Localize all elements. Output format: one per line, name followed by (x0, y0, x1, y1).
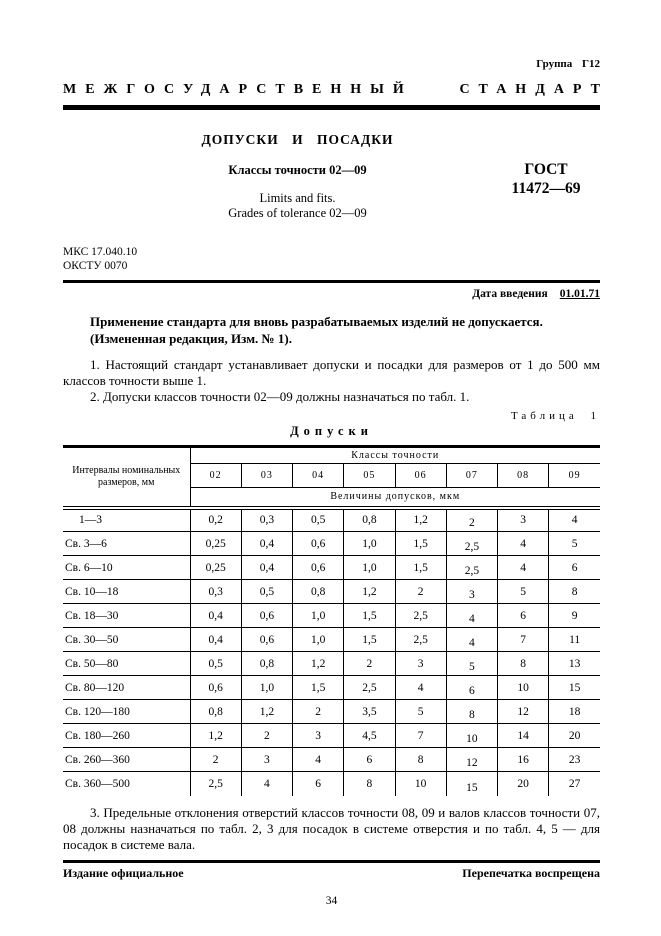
tolerance-value-cell: 0,8 (241, 652, 292, 676)
classification-codes (63, 245, 600, 273)
tolerance-value-cell: 11 (549, 628, 600, 652)
tolerance-value-cell: 1,5 (293, 676, 344, 700)
okstu-code: ОКСТУ 0070 (63, 260, 128, 272)
interval-cell: Св. 3—6 (63, 532, 190, 556)
tolerance-value-cell: 2 (190, 748, 241, 772)
tolerance-value-cell: 1,2 (344, 580, 395, 604)
class-header: 05 (344, 464, 395, 488)
tolerance-value-cell: 0,3 (190, 580, 241, 604)
tolerance-value-cell: 5 (549, 532, 600, 556)
tolerance-value-cell: 0,8 (190, 700, 241, 724)
tolerance-value-cell: 0,6 (241, 628, 292, 652)
header-rule (63, 105, 600, 110)
class-header: 04 (293, 464, 344, 488)
footer-rule (63, 860, 600, 863)
tolerance-value-cell: 5 (498, 580, 549, 604)
document-subtitle: Классы точности 02—09 (228, 163, 367, 177)
title-en-line2: Grades of tolerance 02—09 (228, 206, 367, 220)
tolerance-value-cell: 15 (549, 676, 600, 700)
class-header: 07 (446, 464, 497, 488)
tolerance-value-cell: 0,8 (344, 508, 395, 532)
clause-2: 2. Допуски классов точности 02—09 должны назначаться по табл. 1. (90, 389, 470, 404)
designation-gost: ГОСТ (524, 161, 568, 178)
tolerance-value-cell: 3 (293, 724, 344, 748)
tolerance-value-cell: 1,2 (395, 508, 446, 532)
tolerance-value-cell: 2 (446, 508, 497, 532)
tolerance-value-cell: 4,5 (344, 724, 395, 748)
table-row (63, 748, 600, 772)
tolerance-value-cell: 3 (395, 652, 446, 676)
tolerance-value-cell: 0,6 (190, 676, 241, 700)
table-row (63, 508, 600, 532)
tolerance-table (63, 445, 600, 796)
tolerance-value-cell: 4 (395, 676, 446, 700)
tolerance-value-cell: 6 (293, 772, 344, 796)
class-header: 06 (395, 464, 446, 488)
tolerance-value-cell: 3,5 (344, 700, 395, 724)
tolerance-value-cell: 4 (446, 628, 497, 652)
interval-cell: Св. 120—180 (63, 700, 190, 724)
tolerance-value-cell: 23 (549, 748, 600, 772)
tolerance-value-cell: 4 (549, 508, 600, 532)
tolerance-value-cell: 7 (498, 628, 549, 652)
class-header: 08 (498, 464, 549, 488)
tolerance-value-cell: 9 (549, 604, 600, 628)
restriction-note (63, 313, 600, 347)
table-row (63, 676, 600, 700)
table-title: Допуски (290, 424, 373, 438)
tolerance-value-cell: 2,5 (395, 604, 446, 628)
column-group-header: Классы точности (190, 447, 600, 464)
class-header: 09 (549, 464, 600, 488)
tolerance-value-cell: 0,6 (293, 556, 344, 580)
tolerance-value-cell: 2 (293, 700, 344, 724)
footer (63, 866, 600, 881)
tolerance-value-cell: 4 (498, 556, 549, 580)
tolerance-value-cell: 3 (446, 580, 497, 604)
tolerance-value-cell: 10 (498, 676, 549, 700)
document-title: ДОПУСКИ И ПОСАДКИ (201, 132, 394, 147)
table-header (63, 447, 600, 508)
table-row (63, 772, 600, 796)
tolerance-value-cell: 12 (498, 700, 549, 724)
tolerance-value-cell: 2 (395, 580, 446, 604)
tolerance-value-cell: 14 (498, 724, 549, 748)
tolerance-value-cell: 0,3 (241, 508, 292, 532)
tolerance-value-cell: 6 (344, 748, 395, 772)
tolerance-value-cell: 0,4 (190, 604, 241, 628)
tolerance-value-cell: 10 (395, 772, 446, 796)
tolerance-value-cell: 7 (395, 724, 446, 748)
tolerance-value-cell: 2 (241, 724, 292, 748)
restriction-line2: (Измененная редакция, Изм. № 1). (90, 331, 292, 346)
clause-3: 3. Предельные отклонения отверстий классов точности 08, 09 и валов классов точности 07, 08 должны назначаться по табл. 2, 3 для посадок в системе отверстия и по табл. 4, 5 — для посадок в системе вала. (63, 804, 600, 852)
tolerance-value-cell: 1,0 (344, 556, 395, 580)
date-value: 01.01.71 (559, 288, 600, 300)
row-header-cell: Интервалы номинальных размеров, мм (63, 447, 190, 508)
tolerance-value-cell: 8 (395, 748, 446, 772)
standard-type-heading (63, 82, 609, 98)
tolerance-value-cell: 16 (498, 748, 549, 772)
table-row (63, 700, 600, 724)
table-row (63, 628, 600, 652)
tolerance-value-cell: 4 (241, 772, 292, 796)
tolerance-value-cell: 0,5 (241, 580, 292, 604)
tolerance-value-cell: 5 (446, 652, 497, 676)
tolerance-value-cell: 6 (446, 676, 497, 700)
interval-cell: 1—3 (63, 508, 190, 532)
tolerance-value-cell: 0,8 (293, 580, 344, 604)
tolerance-value-cell: 0,5 (293, 508, 344, 532)
tolerance-value-cell: 2,5 (395, 628, 446, 652)
tolerance-value-cell: 4 (293, 748, 344, 772)
mks-code: МКС 17.040.10 (63, 246, 138, 258)
interval-cell: Св. 6—10 (63, 556, 190, 580)
standard-type-word-1: МЕЖГОСУДАРСТВЕННЫЙ (63, 82, 413, 97)
tolerance-value-cell: 0,6 (293, 532, 344, 556)
tolerance-value-cell: 1,2 (190, 724, 241, 748)
tolerance-value-cell: 8 (446, 700, 497, 724)
table-row (63, 604, 600, 628)
tolerance-value-cell: 1,0 (241, 676, 292, 700)
tolerance-value-cell: 6 (549, 556, 600, 580)
tolerance-value-cell: 1,5 (344, 604, 395, 628)
tolerance-value-cell: 0,6 (241, 604, 292, 628)
tolerance-value-cell: 1,2 (293, 652, 344, 676)
tolerance-value-cell: 5 (395, 700, 446, 724)
interval-cell: Св. 180—260 (63, 724, 190, 748)
table-row (63, 556, 600, 580)
tolerance-value-cell: 2,5 (190, 772, 241, 796)
tolerance-value-cell: 1,5 (344, 628, 395, 652)
tolerance-value-cell: 0,4 (241, 556, 292, 580)
tolerance-value-cell: 1,5 (395, 532, 446, 556)
tolerance-value-cell: 15 (446, 772, 497, 796)
tolerance-value-cell: 20 (549, 724, 600, 748)
table-row (63, 724, 600, 748)
restriction-line1: Применение стандарта для вновь разрабатываемых изделий не допускается. (90, 314, 543, 329)
tolerance-value-cell: 1,2 (241, 700, 292, 724)
interval-cell: Св. 260—360 (63, 748, 190, 772)
interval-cell: Св. 10—18 (63, 580, 190, 604)
table-row (63, 580, 600, 604)
group-label: Группа Г12 (536, 58, 600, 70)
tolerance-value-cell: 1,0 (293, 628, 344, 652)
table-row (63, 532, 600, 556)
tolerance-value-cell: 0,4 (190, 628, 241, 652)
interval-cell: Св. 18—30 (63, 604, 190, 628)
interval-cell: Св. 360—500 (63, 772, 190, 796)
interval-cell: Св. 30—50 (63, 628, 190, 652)
tolerance-value-cell: 18 (549, 700, 600, 724)
reprint-prohibited-label: Перепечатка воспрещена (462, 865, 600, 880)
table-row (63, 652, 600, 676)
tolerance-value-cell: 8 (549, 580, 600, 604)
section-rule (63, 280, 600, 283)
clause-1: 1. Настоящий стандарт устанавливает допуски и посадки для размеров от 1 до 500 мм классов точности выше 1. (63, 357, 600, 388)
tolerance-value-cell: 3 (498, 508, 549, 532)
tolerance-value-cell: 2,5 (344, 676, 395, 700)
tolerance-value-cell: 1,0 (344, 532, 395, 556)
tolerance-value-cell: 4 (498, 532, 549, 556)
standard-type-word-2: СТАНДАРТ (459, 82, 609, 97)
interval-cell: Св. 50—80 (63, 652, 190, 676)
tolerance-value-cell: 10 (446, 724, 497, 748)
class-header: 02 (190, 464, 241, 488)
tolerance-value-cell: 13 (549, 652, 600, 676)
tolerance-value-cell: 0,4 (241, 532, 292, 556)
tolerance-value-cell: 8 (498, 652, 549, 676)
interval-cell: Св. 80—120 (63, 676, 190, 700)
tolerance-value-cell: 1,5 (395, 556, 446, 580)
table-caption: Таблица 1 (510, 410, 600, 422)
tolerance-value-cell: 0,25 (190, 556, 241, 580)
tolerance-value-cell: 0,5 (190, 652, 241, 676)
official-edition-label: Издание официальное (63, 865, 184, 880)
tolerance-value-cell: 4 (446, 604, 497, 628)
unit-header: Величины допусков, мкм (190, 488, 600, 508)
tolerance-value-cell: 1,0 (293, 604, 344, 628)
page-number: 34 (325, 894, 338, 907)
tolerance-value-cell: 0,25 (190, 532, 241, 556)
designation-number: 11472—69 (511, 180, 581, 197)
tolerance-value-cell: 2,5 (446, 556, 497, 580)
tolerance-value-cell: 27 (549, 772, 600, 796)
title-en-line1: Limits and fits. (259, 191, 336, 205)
introduction-date (63, 288, 600, 300)
date-label: Дата введения (472, 288, 548, 300)
class-header: 03 (241, 464, 292, 488)
tolerance-table-body (63, 508, 600, 796)
tolerance-value-cell: 8 (344, 772, 395, 796)
tolerance-value-cell: 6 (498, 604, 549, 628)
tolerance-value-cell: 20 (498, 772, 549, 796)
tolerance-value-cell: 0,2 (190, 508, 241, 532)
standard-designation (476, 160, 616, 198)
tolerance-value-cell: 12 (446, 748, 497, 772)
tolerance-value-cell: 2 (344, 652, 395, 676)
tolerance-value-cell: 2,5 (446, 532, 497, 556)
tolerance-value-cell: 3 (241, 748, 292, 772)
